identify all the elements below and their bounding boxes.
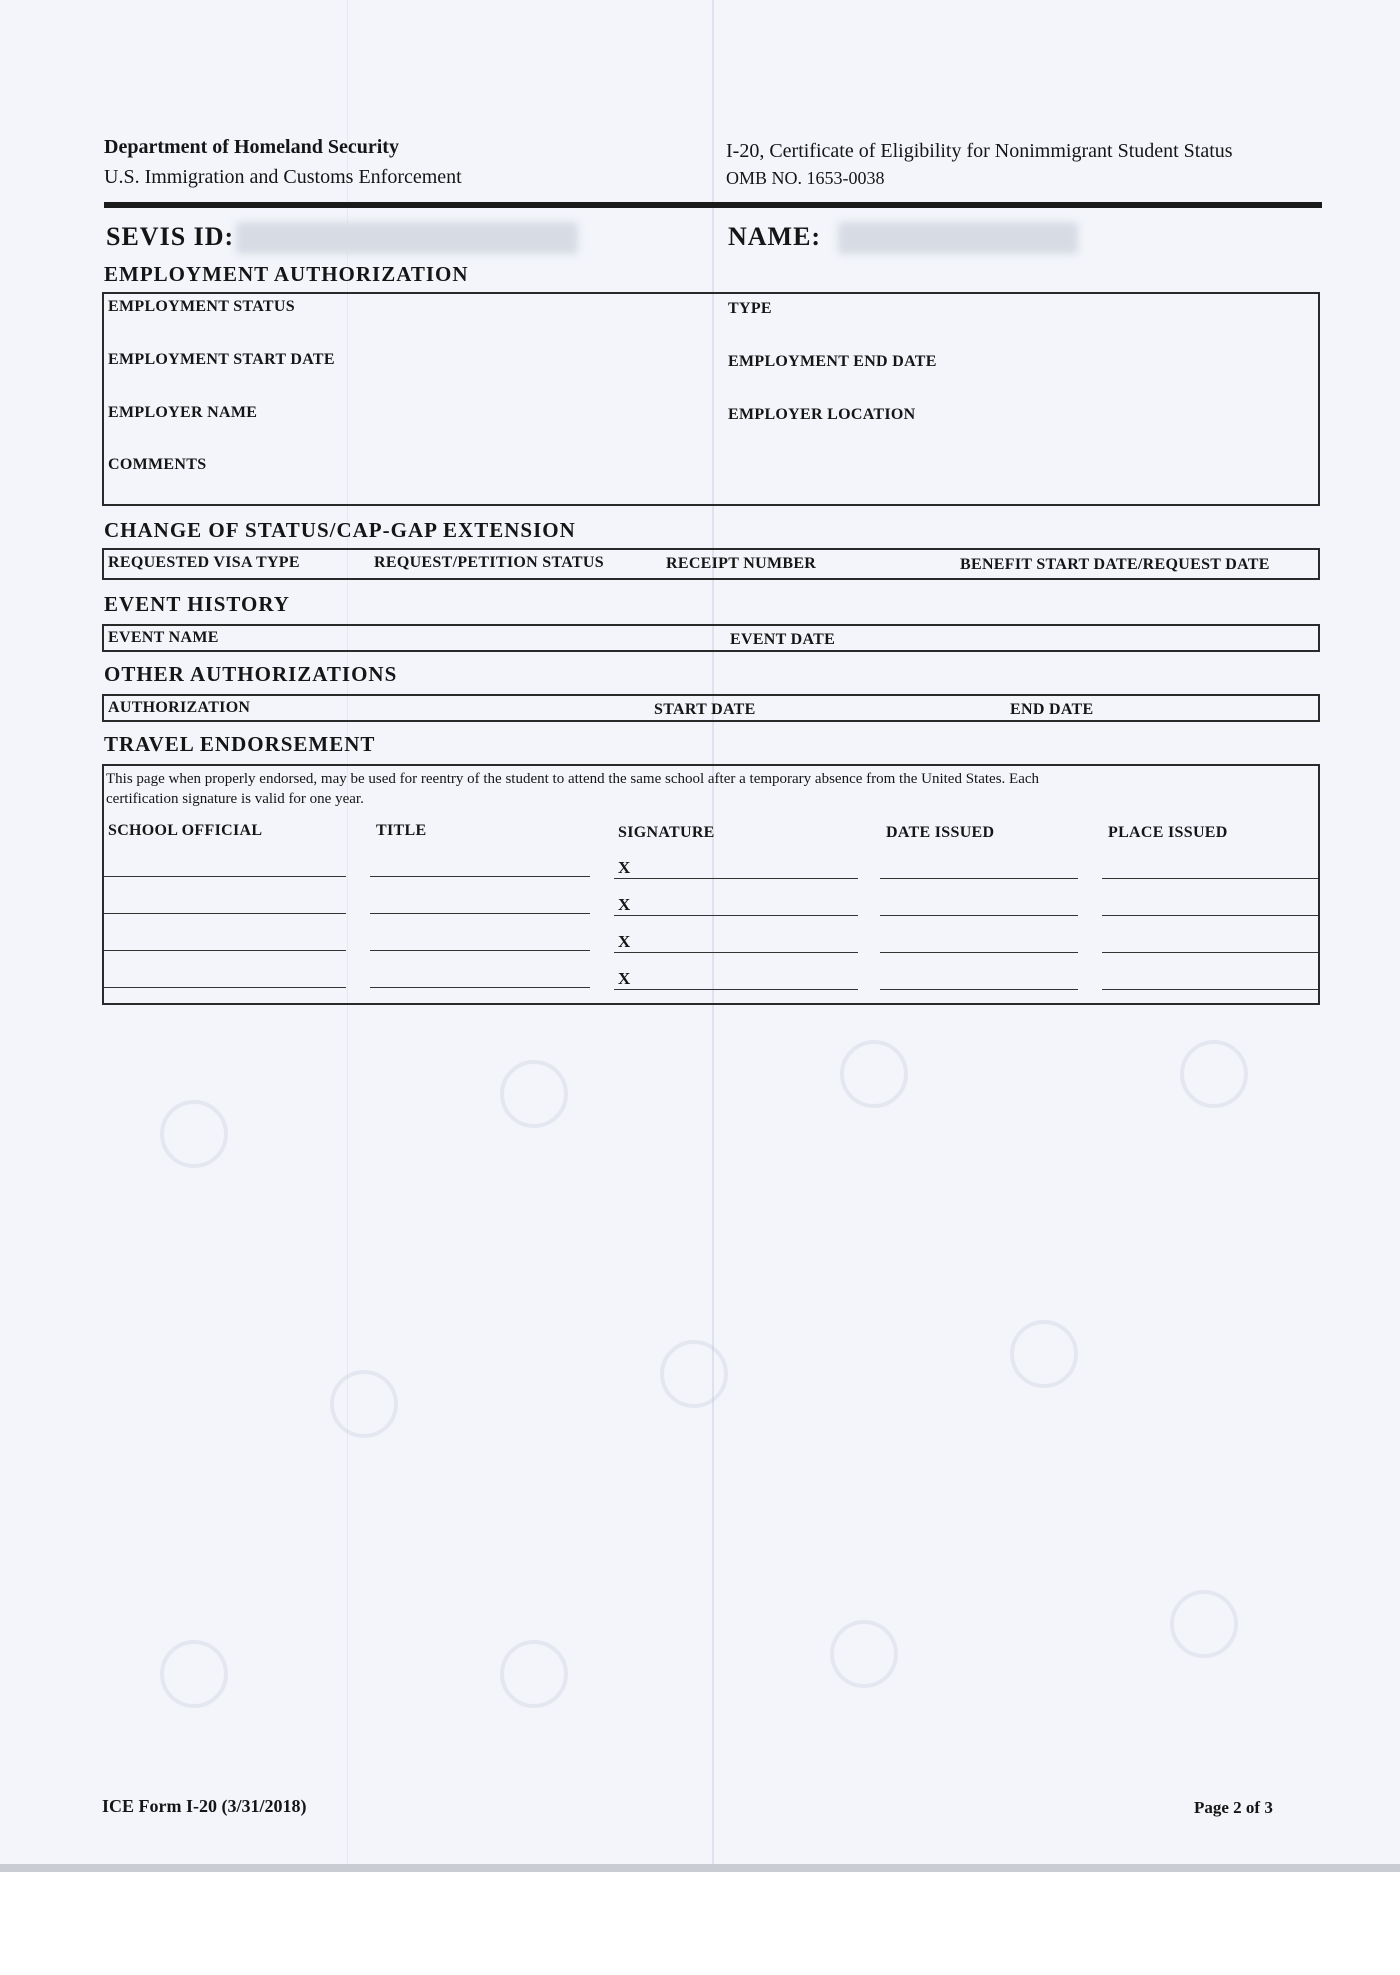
watermark-logo: [160, 1640, 228, 1708]
header-rule: [104, 202, 1322, 208]
official-line: [104, 913, 346, 914]
official-line: [104, 987, 346, 988]
title-line: [370, 950, 590, 951]
signature-x: X: [618, 969, 631, 988]
sub-agency-name: U.S. Immigration and Customs Enforcement: [104, 166, 462, 188]
employment-status-label: EMPLOYMENT STATUS: [108, 298, 295, 315]
event-history-section-title: EVENT HISTORY: [104, 592, 290, 616]
official-line: [104, 876, 346, 877]
title-line: [370, 876, 590, 877]
travel-endorsement-section-title: TRAVEL ENDORSEMENT: [104, 732, 376, 756]
employment-start-label: EMPLOYMENT START DATE: [108, 351, 335, 368]
scan-edge: [0, 1864, 1400, 1872]
sevis-id-redacted: [236, 222, 578, 254]
event-history-box: [102, 624, 1320, 652]
signature-line: [614, 915, 858, 916]
date-line: [880, 952, 1078, 953]
event-date-label: EVENT DATE: [730, 631, 836, 648]
watermark-logo: [830, 1620, 898, 1688]
title-line: [370, 913, 590, 914]
sevis-id-label: SEVIS ID:: [106, 222, 235, 251]
signature-x: X: [618, 932, 631, 951]
watermark-logo: [1010, 1320, 1078, 1388]
date-line: [880, 915, 1078, 916]
auth-end-date-label: END DATE: [1010, 701, 1094, 718]
school-official-label: SCHOOL OFFICIAL: [108, 822, 263, 839]
signature-line: [614, 989, 858, 990]
signature-x: X: [618, 895, 631, 914]
benefit-start-date-label: BENEFIT START DATE/REQUEST DATE: [960, 556, 1270, 573]
date-issued-label: DATE ISSUED: [886, 824, 995, 841]
official-line: [104, 950, 346, 951]
place-line: [1102, 915, 1318, 916]
date-line: [880, 878, 1078, 879]
watermark-logo: [660, 1340, 728, 1408]
watermark-logo: [1170, 1590, 1238, 1658]
watermark-logo: [840, 1040, 908, 1108]
employment-end-label: EMPLOYMENT END DATE: [728, 353, 937, 370]
employer-location-label: EMPLOYER LOCATION: [728, 406, 916, 423]
name-label: NAME:: [728, 222, 822, 251]
omb-number: OMB NO. 1653-0038: [726, 168, 885, 188]
employer-name-label: EMPLOYER NAME: [108, 404, 258, 421]
employment-box: [102, 292, 1320, 506]
employment-section-title: EMPLOYMENT AUTHORIZATION: [104, 262, 469, 286]
petition-status-label: REQUEST/PETITION STATUS: [374, 554, 604, 571]
receipt-number-label: RECEIPT NUMBER: [666, 555, 817, 572]
form-identifier: ICE Form I-20 (3/31/2018): [102, 1796, 307, 1816]
travel-note-line-1: This page when properly endorsed, may be used for reentry of the student to attend the same school after a temporary absence from the United States. Each: [106, 771, 1040, 787]
signature-line: [614, 952, 858, 953]
event-name-label: EVENT NAME: [108, 629, 219, 646]
form-title: I-20, Certificate of Eligibility for Nonimmigrant Student Status: [726, 140, 1233, 162]
place-line: [1102, 878, 1318, 879]
requested-visa-type-label: REQUESTED VISA TYPE: [108, 554, 300, 571]
signature-label: SIGNATURE: [618, 824, 715, 841]
place-issued-label: PLACE ISSUED: [1108, 824, 1228, 841]
employment-type-label: TYPE: [728, 300, 772, 317]
watermark-logo: [330, 1370, 398, 1438]
other-authorizations-section-title: OTHER AUTHORIZATIONS: [104, 662, 398, 686]
comments-label: COMMENTS: [108, 456, 207, 473]
watermark-logo: [500, 1640, 568, 1708]
watermark-logo: [500, 1060, 568, 1128]
place-line: [1102, 952, 1318, 953]
travel-note-line-2: certification signature is valid for one year.: [106, 791, 364, 807]
agency-name: Department of Homeland Security: [104, 136, 399, 158]
change-status-section-title: CHANGE OF STATUS/CAP-GAP EXTENSION: [104, 518, 576, 542]
date-line: [880, 989, 1078, 990]
signature-line: [614, 878, 858, 879]
watermark-logo: [160, 1100, 228, 1168]
name-redacted: [838, 222, 1078, 254]
signature-x: X: [618, 858, 631, 877]
watermark-logo: [1180, 1040, 1248, 1108]
place-line: [1102, 989, 1318, 990]
title-label: TITLE: [376, 822, 427, 839]
auth-start-date-label: START DATE: [654, 701, 756, 718]
page-number: Page 2 of 3: [1194, 1798, 1273, 1817]
authorization-label: AUTHORIZATION: [108, 699, 251, 716]
title-line: [370, 987, 590, 988]
